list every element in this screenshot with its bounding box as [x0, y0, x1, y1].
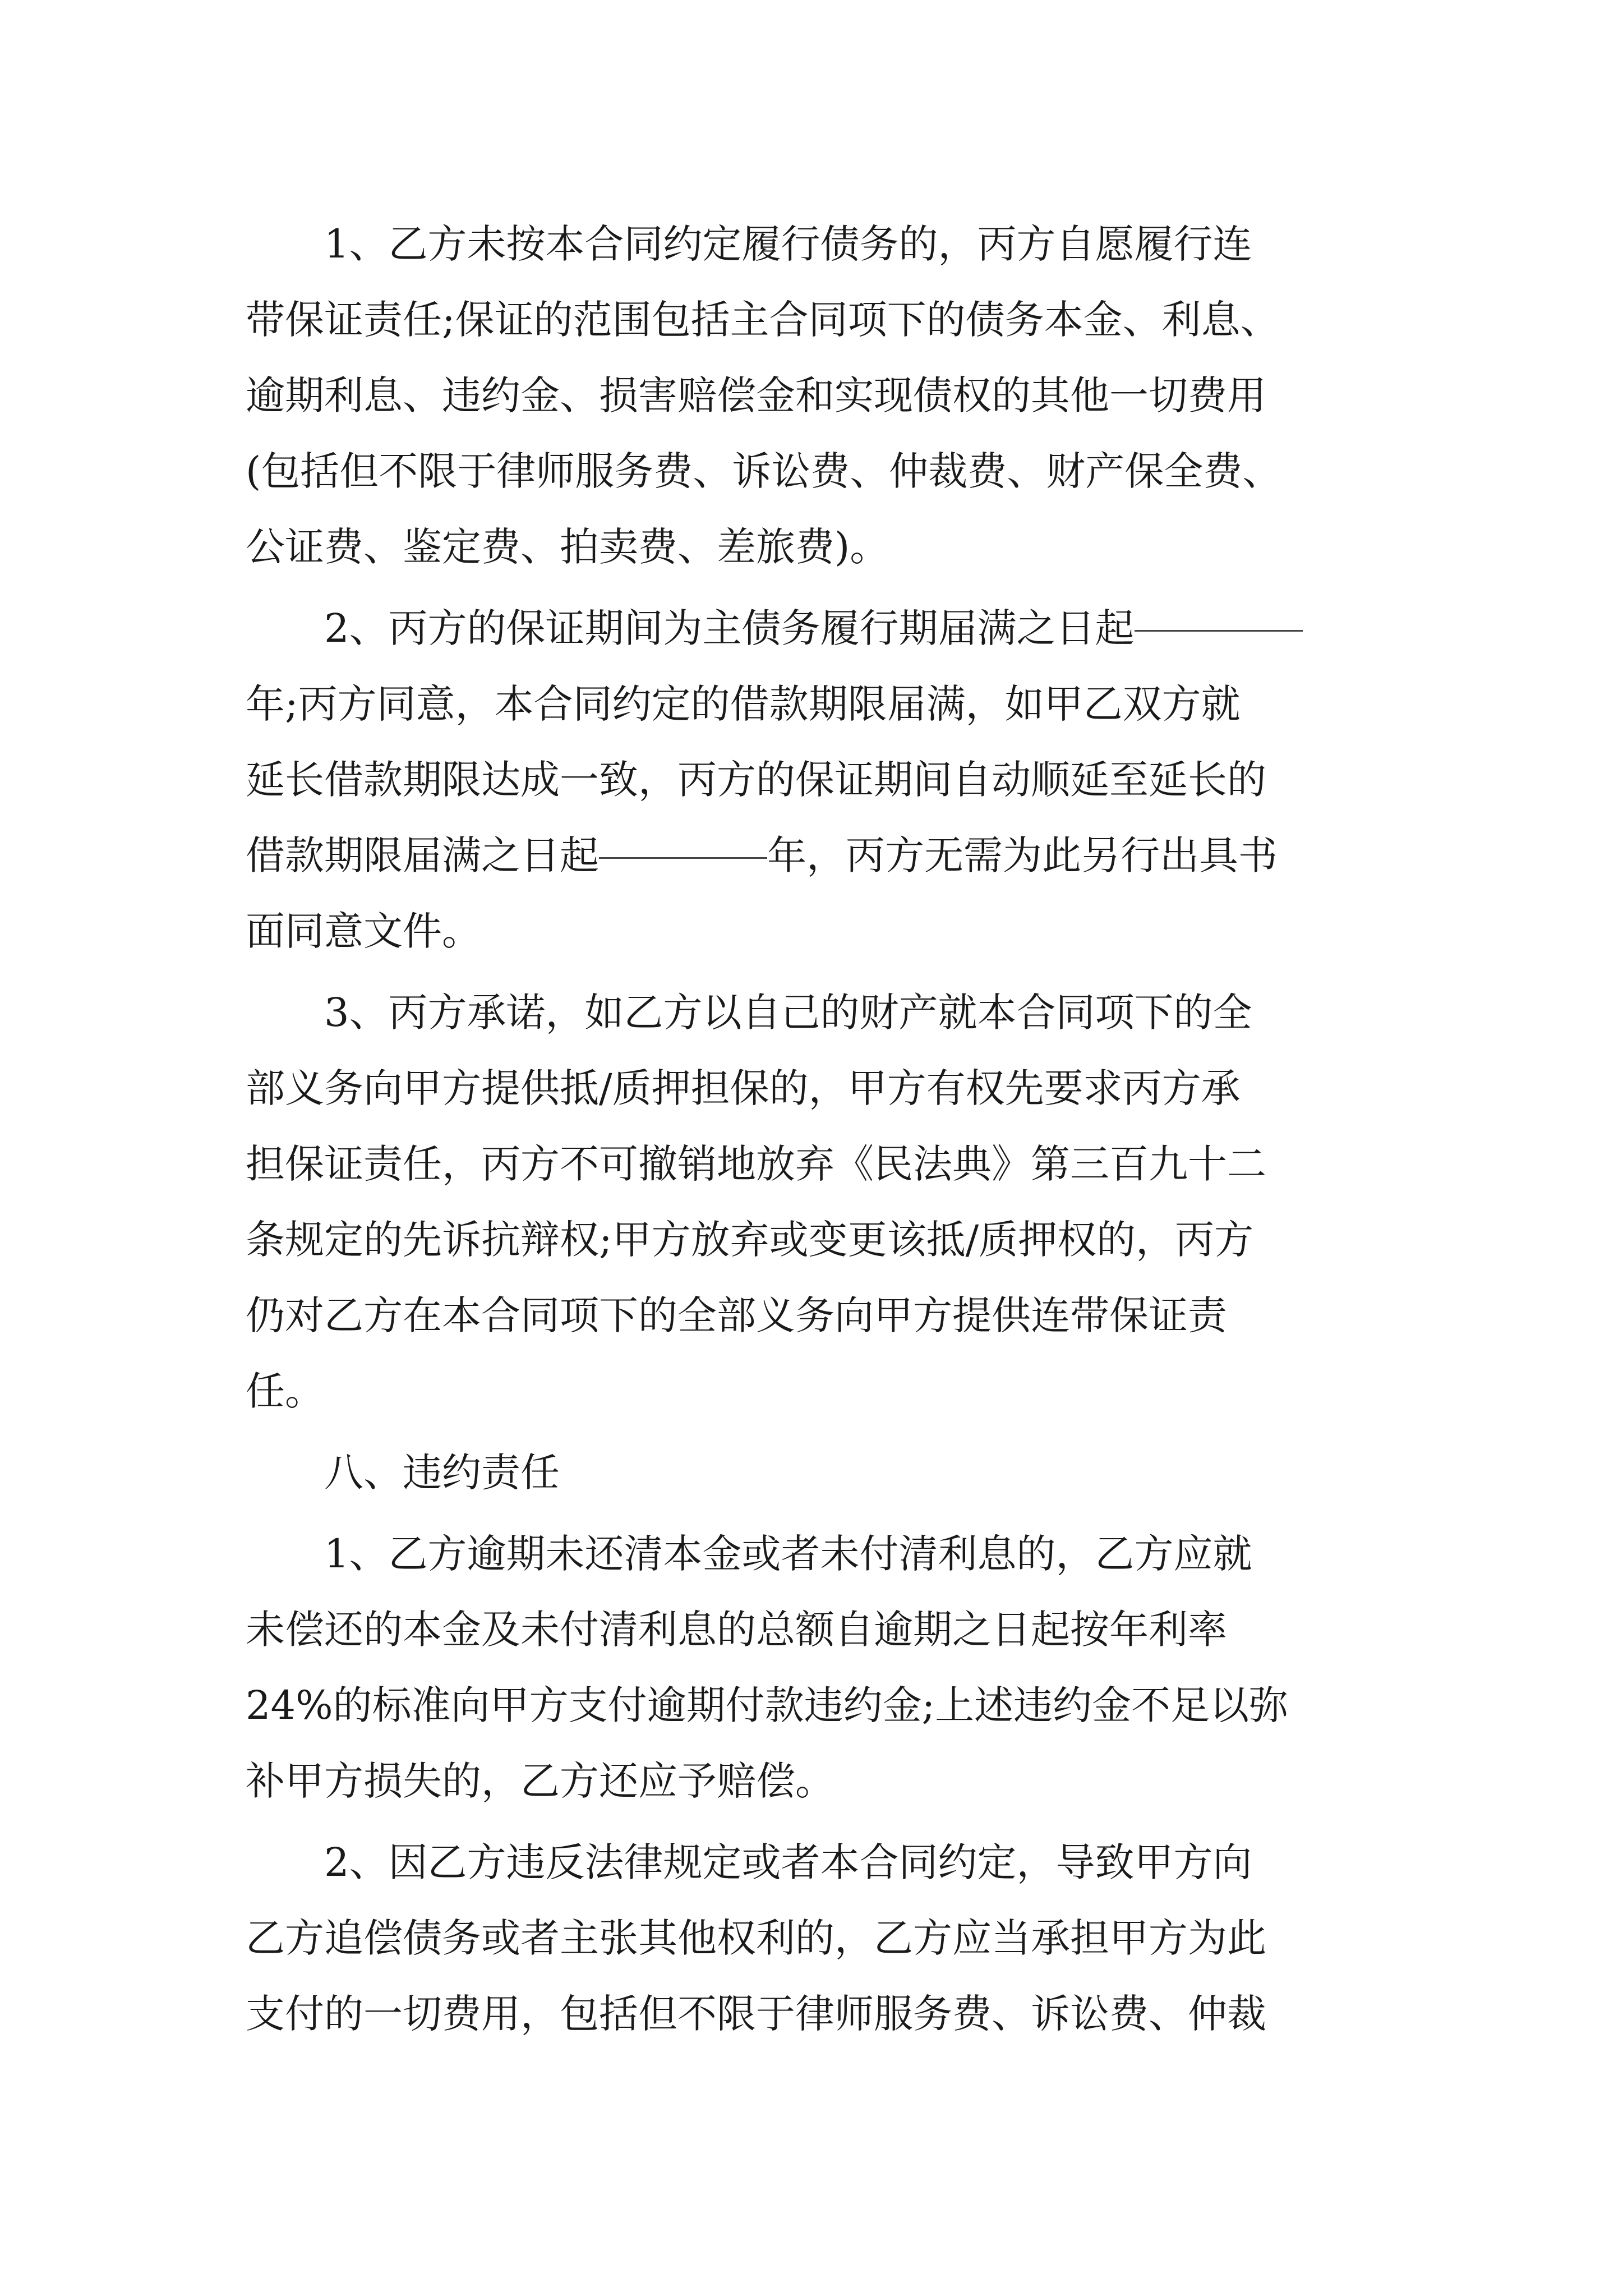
text-line: 公证费、鉴定费、拍卖费、差旅费)。: [246, 524, 889, 570]
text-line: [246, 813, 1390, 898]
text-line: 2、因乙方违反法律规定或者本合同约定，导致甲方向: [246, 1839, 1252, 1885]
text-line: 任。: [246, 1368, 324, 1414]
text-line: 未偿还的本金及未付清利息的总额自逾期之日起按年利率: [246, 1607, 1227, 1653]
text-line: 乙方追偿债务或者主张其他权利的，乙方应当承担甲方为此: [246, 1915, 1266, 1961]
text-line: 年;丙方同意，本合同约定的借款期限届满，如甲乙双方就: [246, 681, 1241, 727]
line-text: 年，丙方无需为此另行出具书: [767, 832, 1278, 878]
text-line: 延长借款期限达成一致，丙方的保证期间自动顺延至延长的: [246, 757, 1266, 803]
text-line: 条规定的先诉抗辩权;甲方放弃或变更该抵/质押权的，丙方: [246, 1217, 1254, 1263]
text-line: 24%的标准向甲方支付逾期付款违约金;上述违约金不足以弥: [246, 1682, 1289, 1728]
text-line: 补甲方损失的，乙方还应予赔偿。: [246, 1758, 834, 1804]
text-line: 逾期利息、违约金、损害赔偿金和实现债权的其他一切费用: [246, 372, 1266, 418]
text-line: 担保证责任，丙方不可撤销地放弃《民法典》第三百九十二: [246, 1141, 1266, 1187]
section-heading: 八、违约责任: [246, 1450, 560, 1496]
text-line: 1、乙方未按本合同约定履行债务的，丙方自愿履行连: [246, 221, 1252, 267]
text-line: 带保证责任;保证的范围包括主合同项下的债务本金、利息、: [246, 297, 1280, 343]
text-line: 仍对乙方在本合同项下的全部义务向甲方提供连带保证责: [246, 1292, 1227, 1338]
text-line: 支付的一切费用，包括但不限于律师服务费、诉讼费、仲裁: [246, 1991, 1266, 2037]
text-line: 3、丙方承诺，如乙方以自己的财产就本合同项下的全: [246, 990, 1252, 1036]
line-text: 借款期限届满之日起: [246, 832, 599, 878]
text-line: (包括但不限于律师服务费、诉讼费、仲裁费、财产保全费、: [246, 448, 1282, 494]
text-line: 1、乙方逾期未还清本金或者未付清利息的，乙方应就: [246, 1531, 1252, 1577]
text-line: [246, 586, 1390, 670]
line-text: 2、丙方的保证期间为主债务履行期届满之日起: [246, 605, 1135, 651]
blank-underline: [1135, 627, 1303, 632]
text-line: 面同意文件。: [246, 908, 481, 954]
text-line: 部义务向甲方提供抵/质押担保的，甲方有权先要求丙方承: [246, 1065, 1241, 1111]
blank-underline: [599, 854, 767, 859]
